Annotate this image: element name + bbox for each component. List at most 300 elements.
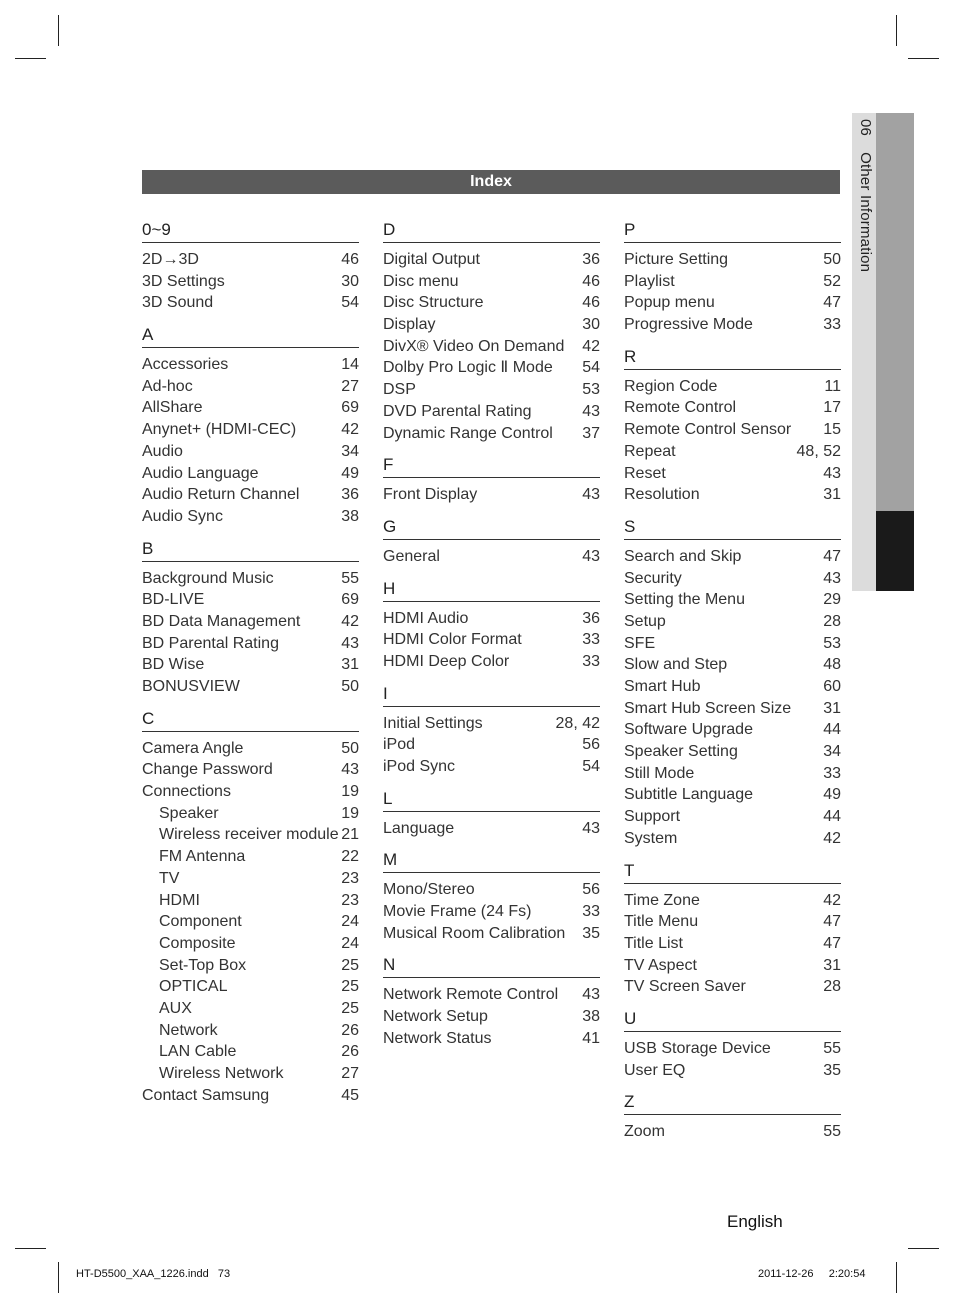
entry-page-number: 35: [823, 1061, 841, 1079]
entry-page-number: 15: [823, 421, 841, 439]
entry-page-number: 42: [823, 891, 841, 909]
index-entry: [142, 589, 359, 611]
section-letter: C: [142, 708, 359, 732]
entry-label: BD-LIVE: [142, 591, 205, 609]
index-entry: [383, 336, 600, 358]
entry-label: BD Parental Rating: [142, 634, 279, 652]
entry-label: Support: [624, 808, 681, 826]
entry-label: Remote Control Sensor: [624, 421, 792, 439]
entry-label: Still Mode: [624, 764, 695, 782]
index-entry: [142, 976, 359, 998]
index-entry: [142, 654, 359, 676]
entry-label: Setup: [624, 612, 666, 630]
index-entry: [142, 271, 359, 293]
index-section: [624, 860, 841, 998]
entry-page-number: 23: [341, 891, 359, 909]
entry-label: DVD Parental Rating: [383, 402, 532, 420]
index-entry: [624, 249, 841, 271]
entry-label: USB Storage Device: [624, 1039, 771, 1057]
entry-page-number: 22: [341, 848, 359, 866]
entry-page-number: 31: [823, 956, 841, 974]
entry-label: Camera Angle: [142, 739, 244, 757]
entry-page-number: 31: [341, 656, 359, 674]
entry-label: Change Password: [142, 761, 273, 779]
entry-label: HDMI: [159, 891, 200, 909]
index-entry: [624, 546, 841, 568]
entry-page-number: 44: [823, 808, 841, 826]
entry-label: BD Wise: [142, 656, 205, 674]
index-entry: [142, 1020, 359, 1042]
index-entry: [142, 1041, 359, 1063]
section-letter: P: [624, 219, 841, 243]
section-letter: H: [383, 578, 600, 602]
index-entry: [624, 890, 841, 912]
entry-label: Picture Setting: [624, 251, 729, 268]
entry-page-number: 49: [823, 786, 841, 804]
entry-page-number: 48: [823, 656, 841, 674]
entry-page-number: 54: [341, 294, 359, 312]
entry-label: User EQ: [624, 1061, 686, 1079]
index-column-3: [624, 219, 841, 1143]
index-entry: [142, 803, 359, 825]
index-entry: [142, 933, 359, 955]
index-column-1: [142, 219, 359, 1106]
entry-label: Progressive Mode: [624, 316, 753, 334]
section-gap: [383, 778, 600, 788]
index-entry: [142, 506, 359, 528]
entry-page-number: 46: [341, 251, 359, 268]
entry-label: Accessories: [142, 356, 229, 374]
index-entry: [383, 879, 600, 901]
entry-page-number: 52: [823, 272, 841, 290]
entry-page-number: 60: [823, 678, 841, 695]
index-entry: [383, 314, 600, 336]
entry-page-number: 42: [341, 421, 359, 439]
index-entry: [624, 828, 841, 850]
entry-page-number: 26: [341, 1021, 359, 1039]
section-gap: [624, 1081, 841, 1091]
index-entry: [142, 676, 359, 698]
entry-page-number: 33: [582, 903, 600, 921]
index-entry: [142, 611, 359, 633]
entry-label: Software Upgrade: [624, 721, 753, 739]
entry-page-number: 26: [341, 1043, 359, 1061]
entry-label: Network Remote Control: [383, 986, 559, 1004]
entry-page-number: 23: [341, 869, 359, 887]
index-entry: [624, 463, 841, 485]
index-entry: [624, 955, 841, 977]
entry-label: DivX® Video On Demand: [383, 337, 565, 355]
section-gap: [624, 998, 841, 1008]
entry-page-number: 28: [823, 612, 841, 630]
index-entry: [142, 781, 359, 803]
side-tab-grey-block: [876, 113, 914, 511]
entry-label: Security: [624, 569, 682, 587]
section-gap: [383, 839, 600, 849]
entry-page-number: 55: [823, 1123, 841, 1141]
entry-label: LAN Cable: [159, 1043, 237, 1061]
entry-page-number: 43: [582, 402, 600, 420]
entry-label: Mono/Stereo: [383, 881, 475, 899]
index-entry: [142, 292, 359, 314]
index-entry: [624, 719, 841, 741]
index-section: [624, 219, 841, 336]
section-letter: U: [624, 1008, 841, 1032]
entry-label: Audio Return Channel: [142, 486, 300, 504]
entry-page-number: 54: [582, 359, 600, 377]
entry-page-number: 53: [582, 381, 600, 399]
entry-page-number: 33: [582, 652, 600, 670]
index-entry: [142, 568, 359, 590]
index-entry: [383, 984, 600, 1006]
section-letter: A: [142, 324, 359, 348]
section-gap: [383, 506, 600, 516]
side-tab-text: [854, 119, 874, 272]
entry-label: Musical Room Calibration: [383, 924, 566, 942]
entry-page-number: 56: [582, 736, 600, 754]
index-entry: [142, 397, 359, 419]
section-letter: 0~9: [142, 219, 359, 243]
entry-page-number: 43: [582, 547, 600, 565]
section-letter: R: [624, 346, 841, 370]
entry-page-number: 31: [823, 699, 841, 717]
entry-page-number: 38: [582, 1008, 600, 1026]
entry-label: Speaker Setting: [624, 743, 738, 761]
entry-label: HDMI Audio: [383, 609, 469, 627]
entry-page-number: 17: [823, 399, 841, 417]
entry-page-number: 19: [341, 804, 359, 822]
index-entry: [142, 955, 359, 977]
entry-page-number: 56: [582, 881, 600, 899]
entry-label: Audio Sync: [142, 507, 223, 525]
entry-label: AllShare: [142, 399, 203, 417]
entry-label: OPTICAL: [159, 978, 228, 996]
section-letter: F: [383, 454, 600, 478]
entry-label: BONUSVIEW: [142, 678, 240, 695]
entry-label: Contact Samsung: [142, 1086, 270, 1104]
index-entry: [624, 1038, 841, 1060]
index-entry: [383, 423, 600, 445]
entry-page-number: 21: [341, 826, 359, 844]
section-letter: N: [383, 954, 600, 978]
index-section: [383, 849, 600, 944]
index-entry: [624, 397, 841, 419]
entry-page-number: 49: [341, 464, 359, 482]
section-letter: M: [383, 849, 600, 873]
section-gap: [383, 568, 600, 578]
entry-page-number: 34: [341, 442, 359, 460]
entry-page-number: 55: [341, 569, 359, 587]
index-entry: [624, 806, 841, 828]
index-section: [383, 954, 600, 1049]
entry-label: Repeat: [624, 442, 676, 460]
index-section: [383, 788, 600, 840]
index-section: [624, 346, 841, 506]
entry-page-number: 47: [823, 913, 841, 931]
index-entry: [383, 818, 600, 840]
index-entry: [624, 784, 841, 806]
index-entry: [142, 633, 359, 655]
section-gap: [383, 444, 600, 454]
index-entry: [142, 824, 359, 846]
entry-label: Movie Frame (24 Fs): [383, 903, 532, 921]
entry-label: iPod: [383, 736, 416, 754]
section-gap: [142, 314, 359, 324]
entry-label: Slow and Step: [624, 656, 728, 674]
language-label: English: [727, 1212, 783, 1231]
index-entry: [142, 354, 359, 376]
index-entry: [624, 314, 841, 336]
section-gap: [624, 336, 841, 346]
entry-label: DSP: [383, 381, 416, 399]
crop-mark: [15, 58, 46, 59]
index-section: [383, 683, 600, 778]
index-entry: [142, 911, 359, 933]
entry-label: Set-Top Box: [159, 956, 247, 974]
index-entry: [142, 463, 359, 485]
entry-page-number: 28, 42: [555, 714, 600, 732]
index-entry: [383, 1028, 600, 1050]
index-entry: [624, 611, 841, 633]
section-letter: T: [624, 860, 841, 884]
entry-label: Popup menu: [624, 294, 715, 312]
crop-mark: [896, 1262, 897, 1293]
entry-label: TV Screen Saver: [624, 978, 746, 996]
entry-label: Title List: [624, 934, 683, 952]
chapter-number: 06: [857, 119, 874, 137]
index-entry: [142, 376, 359, 398]
entry-label: Display: [383, 316, 436, 334]
index-entry: [624, 589, 841, 611]
entry-label: Front Display: [383, 486, 478, 504]
index-entry: [142, 249, 359, 271]
crop-mark: [15, 1248, 46, 1249]
entry-page-number: 47: [823, 294, 841, 312]
entry-label: HDMI Color Format: [383, 631, 522, 649]
entry-page-number: 19: [341, 783, 359, 801]
index-entry: [624, 654, 841, 676]
entry-label: Smart Hub: [624, 678, 701, 695]
entry-page-number: 36: [582, 251, 600, 268]
index-entry: [383, 379, 600, 401]
index-section: [383, 454, 600, 506]
section-gap: [142, 698, 359, 708]
section-letter: S: [624, 516, 841, 540]
index-section: [624, 1091, 841, 1143]
entry-page-number: 33: [582, 631, 600, 649]
entry-page-number: 43: [582, 819, 600, 837]
entry-page-number: 45: [341, 1086, 359, 1104]
index-section: [383, 516, 600, 568]
entry-page-number: 27: [341, 1065, 359, 1082]
entry-label: iPod Sync: [383, 758, 456, 775]
section-letter: G: [383, 516, 600, 540]
section-gap: [142, 528, 359, 538]
entry-label: Zoom: [624, 1123, 665, 1141]
entry-page-number: 42: [582, 337, 600, 355]
entry-page-number: 42: [823, 829, 841, 847]
footer-timestamp: 2011-12-26 2:20:54: [758, 1268, 866, 1280]
entry-label: Initial Settings: [383, 714, 483, 732]
index-entry: [624, 441, 841, 463]
entry-label: Resolution: [624, 486, 700, 504]
entry-page-number: 43: [341, 761, 359, 779]
index-entry: [383, 546, 600, 568]
entry-label: TV Aspect: [624, 956, 697, 974]
section-gap: [624, 506, 841, 516]
crop-mark: [908, 1248, 939, 1249]
index-entry: [624, 419, 841, 441]
index-entry: [624, 911, 841, 933]
crop-mark: [908, 58, 939, 59]
entry-label: Component: [159, 913, 242, 931]
entry-label: System: [624, 829, 678, 847]
section-letter: I: [383, 683, 600, 707]
index-entry: [142, 998, 359, 1020]
entry-page-number: 30: [341, 272, 359, 290]
entry-label: Time Zone: [624, 891, 700, 909]
entry-page-number: 69: [341, 591, 359, 609]
entry-label: Digital Output: [383, 251, 480, 268]
entry-label: Title Menu: [624, 913, 699, 931]
entry-label: 3D Sound: [142, 294, 214, 312]
entry-label: Language: [383, 819, 455, 837]
entry-label: Connections: [142, 783, 231, 801]
index-entry: [624, 741, 841, 763]
entry-page-number: 50: [823, 251, 841, 268]
entry-label: Network Status: [383, 1029, 492, 1047]
entry-page-number: 42: [341, 612, 359, 630]
entry-label: 3D Settings: [142, 272, 225, 290]
entry-page-number: 41: [582, 1029, 600, 1047]
entry-page-number: 55: [823, 1039, 841, 1057]
index-section: [142, 219, 359, 314]
entry-page-number: 36: [582, 609, 600, 627]
entry-label: Audio: [142, 442, 183, 460]
index-entry: [383, 629, 600, 651]
crop-mark: [896, 15, 897, 46]
index-entry: [142, 1063, 359, 1085]
entry-page-number: 48, 52: [796, 442, 841, 460]
entry-label: SFE: [624, 634, 656, 652]
chapter-side-tab: [852, 113, 914, 591]
entry-label: TV: [159, 869, 180, 887]
entry-page-number: 29: [823, 591, 841, 609]
entry-label: Subtitle Language: [624, 786, 753, 804]
index-section: [142, 708, 359, 1107]
index-entry: [624, 484, 841, 506]
entry-label: Background Music: [142, 569, 274, 587]
section-gap: [383, 673, 600, 683]
entry-page-number: 27: [341, 377, 359, 395]
entry-page-number: 50: [341, 678, 359, 695]
entry-label: Wireless Network: [159, 1065, 284, 1082]
entry-label: Composite: [159, 934, 236, 952]
index-entry: [383, 756, 600, 778]
entry-page-number: 53: [823, 634, 841, 652]
entry-page-number: 25: [341, 956, 359, 974]
entry-page-number: 43: [582, 986, 600, 1004]
entry-page-number: 69: [341, 399, 359, 417]
entry-label: Region Code: [624, 377, 718, 395]
entry-page-number: 31: [823, 486, 841, 504]
index-entry: [624, 1060, 841, 1082]
index-entry: [383, 923, 600, 945]
index-entry: [624, 568, 841, 590]
index-entry: [383, 1006, 600, 1028]
entry-page-number: 43: [582, 486, 600, 504]
index-section: [383, 578, 600, 673]
entry-page-number: 14: [341, 356, 359, 374]
entry-page-number: 11: [824, 377, 841, 395]
entry-page-number: 43: [341, 634, 359, 652]
index-entry: [383, 713, 600, 735]
entry-page-number: 25: [341, 999, 359, 1017]
entry-label: Reset: [624, 464, 666, 482]
index-entry: [142, 441, 359, 463]
section-letter: Z: [624, 1091, 841, 1115]
index-section: [624, 516, 841, 850]
index-entry: [624, 271, 841, 293]
index-entry: [142, 1085, 359, 1107]
crop-mark: [58, 15, 59, 46]
section-letter: B: [142, 538, 359, 562]
entry-page-number: 24: [341, 913, 359, 931]
footer-file-info: HT-D5500_XAA_1226.indd 73: [76, 1268, 231, 1280]
entry-label: Wireless receiver module: [159, 826, 339, 844]
index-entry: [624, 1121, 841, 1143]
entry-label: Smart Hub Screen Size: [624, 699, 792, 717]
entry-label: Playlist: [624, 272, 675, 290]
side-tab-black-block: [876, 511, 914, 591]
entry-page-number: 43: [823, 464, 841, 482]
index-entry: [383, 357, 600, 379]
entry-page-number: 33: [823, 316, 841, 334]
entry-page-number: 44: [823, 721, 841, 739]
index-entry: [142, 484, 359, 506]
index-entry: [383, 651, 600, 673]
index-entry: [624, 933, 841, 955]
index-section: [142, 538, 359, 698]
entry-label: Network: [159, 1021, 218, 1039]
index-entry: [383, 901, 600, 923]
index-column-2: [383, 219, 600, 1050]
index-entry: [383, 292, 600, 314]
entry-page-number: 34: [823, 743, 841, 761]
entry-label: BD Data Management: [142, 612, 301, 630]
index-entry: [383, 271, 600, 293]
entry-label: Search and Skip: [624, 547, 742, 565]
entry-page-number: 28: [823, 978, 841, 996]
index-entry: [383, 608, 600, 630]
entry-label: Network Setup: [383, 1008, 488, 1026]
entry-page-number: 47: [823, 934, 841, 952]
entry-page-number: 36: [341, 486, 359, 504]
index-entry: [142, 846, 359, 868]
entry-label: Setting the Menu: [624, 591, 745, 609]
entry-label: Dynamic Range Control: [383, 424, 553, 442]
page-title: Index: [142, 170, 840, 194]
index-section: [383, 219, 600, 444]
entry-page-number: 38: [341, 507, 359, 525]
index-entry: [624, 633, 841, 655]
chapter-label: Other Information: [857, 152, 874, 273]
section-gap: [383, 944, 600, 954]
entry-page-number: 25: [341, 978, 359, 996]
entry-label: 2D→3D: [142, 251, 199, 268]
index-entry: [142, 868, 359, 890]
entry-page-number: 50: [341, 739, 359, 757]
